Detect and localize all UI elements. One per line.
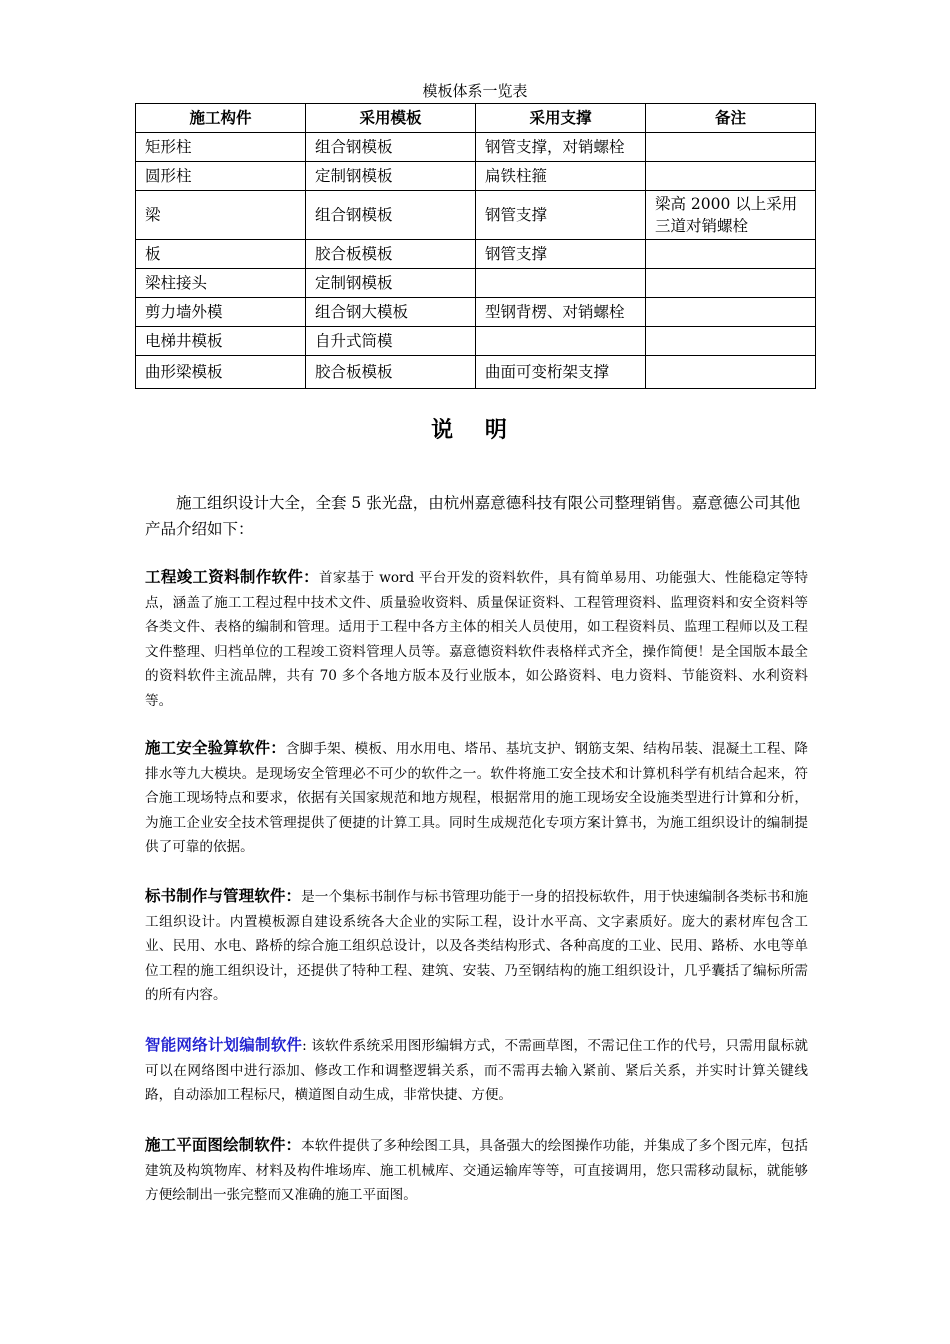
product-description (145, 1133, 808, 1208)
product-title: 施工平面图绘制软件： (145, 1135, 302, 1154)
table-cell: 胶合板模板 (306, 356, 476, 389)
table-row (136, 240, 816, 269)
product-title: 标书制作与管理软件： (145, 886, 302, 905)
table-row (136, 191, 816, 240)
table-cell (646, 162, 816, 191)
product-description (145, 736, 808, 860)
product-body: 本软件提供了多种绘图工具，具备强大的绘图操作功能，并集成了多个图元库，包括建筑及构筑物库、材料及构件堆场库、施工机械库、交通运输库等等，可直接调用，您只需移动鼠标，就能够方便绘制出一张完整而又准确的施工平面图。 (145, 1138, 808, 1203)
table-row (136, 269, 816, 298)
table-row (136, 133, 816, 162)
column-header: 采用支撑 (476, 104, 646, 133)
table-cell (646, 240, 816, 269)
table-cell: 扁铁柱箍 (476, 162, 646, 191)
column-header: 备注 (646, 104, 816, 133)
table-cell: 钢管支撑，对销螺栓 (476, 133, 646, 162)
product-body: 含脚手架、模板、用水用电、塔吊、基坑支护、钢筋支架、结构吊装、混凝土工程、降排水等九大模块。是现场安全管理必不可少的软件之一。软件将施工安全技术和计算机科学有机结合起来，符合施工现场特点和要求，依据有关国家规范和地方规程，根据常用的施工现场安全设施类型进行计算和分析，为施工企业安全技术管理提供了便捷的计算工具。同时生成规范化专项方案计算书，为施工组织设计的编制提供了可靠的依据。 (145, 741, 808, 855)
section-heading: 说 明 (431, 417, 519, 443)
product-title-link[interactable]: 智能网络计划编制软件 (145, 1035, 303, 1054)
formwork-table (135, 103, 816, 389)
table-cell: 曲形梁模板 (136, 356, 306, 389)
product-description (145, 884, 808, 1008)
table-row (136, 298, 816, 327)
table-cell (646, 269, 816, 298)
table-cell (646, 133, 816, 162)
table-cell: 胶合板模板 (306, 240, 476, 269)
table-cell (646, 356, 816, 389)
table-cell: 组合钢模板 (306, 191, 476, 240)
table-row (136, 356, 816, 389)
product-body: : 该软件系统采用图形编辑方式，不需画草图，不需记住工作的代号，只需用鼠标就可以在网络图中进行添加、修改工作和调整逻辑关系，而不需再去输入紧前、紧后关系，并实时计算关键线路，自动添加工程标尺，横道图自动生成，非常快捷、方便。 (145, 1038, 808, 1103)
table-caption: 模板体系一览表 (422, 82, 528, 100)
table-cell: 电梯井模板 (136, 327, 306, 356)
table-cell: 钢管支撑 (476, 191, 646, 240)
table-row (136, 327, 816, 356)
table-cell: 定制钢模板 (306, 269, 476, 298)
table-cell: 自升式筒模 (306, 327, 476, 356)
table-cell (646, 327, 816, 356)
table-cell: 曲面可变桁架支撑 (476, 356, 646, 389)
table-cell: 定制钢模板 (306, 162, 476, 191)
product-title: 施工安全验算软件： (145, 738, 286, 757)
table-cell: 梁柱接头 (136, 269, 306, 298)
table-header-row (136, 104, 816, 133)
table-cell (476, 327, 646, 356)
table-cell: 梁 (136, 191, 306, 240)
table-cell: 钢管支撑 (476, 240, 646, 269)
table-cell (476, 269, 646, 298)
table-cell: 型钢背楞、对销螺栓 (476, 298, 646, 327)
column-header: 施工构件 (136, 104, 306, 133)
table-cell: 板 (136, 240, 306, 269)
column-header: 采用模板 (306, 104, 476, 133)
product-body: 首家基于 word 平台开发的资料软件，具有简单易用、功能强大、性能稳定等特点，涵盖了施工工程过程中技术文件、质量验收资料、质量保证资料、工程管理资料、监理资料和安全资料等各类文件、表格的编制和管理。适用于工程中各方主体的相关人员使用，如工程资料员、监理工程师以及工程文件整理、归档单位的工程竣工资料管理人员等。嘉意德资料软件表格样式齐全，操作简便！是全国版本最全的资料软件主流品牌，共有 70 多个各地方版本及行业版本，如公路资料、电力资料、节能资料、水利资料等。 (145, 570, 808, 709)
table-cell: 圆形柱 (136, 162, 306, 191)
product-description (145, 565, 808, 713)
product-body: 是一个集标书制作与标书管理功能于一身的招投标软件，用于快速编制各类标书和施工组织设计。内置模板源自建设系统各大企业的实际工程，设计水平高、文字素质好。庞大的素材库包含工业、民用、水电、路桥的综合施工组织总设计，以及各类结构形式、各种高度的工业、民用、路桥、水电等单位工程的施工组织设计，还提供了特种工程、建筑、安装、乃至钢结构的施工组织设计，几乎囊括了编标所需的所有内容。 (145, 889, 808, 1003)
product-title: 工程竣工资料制作软件： (145, 567, 319, 586)
table-cell (646, 298, 816, 327)
table-cell: 组合钢模板 (306, 133, 476, 162)
table-cell: 矩形柱 (136, 133, 306, 162)
intro-paragraph: 施工组织设计大全，全套 5 张光盘，由杭州嘉意德科技有限公司整理销售。嘉意德公司其他产品介绍如下： (145, 494, 801, 538)
product-description (145, 1033, 808, 1108)
table-cell: 梁高 2000 以上采用三道对销螺栓 (646, 191, 816, 240)
table-cell: 组合钢大模板 (306, 298, 476, 327)
table-cell: 剪力墙外模 (136, 298, 306, 327)
table-row (136, 162, 816, 191)
